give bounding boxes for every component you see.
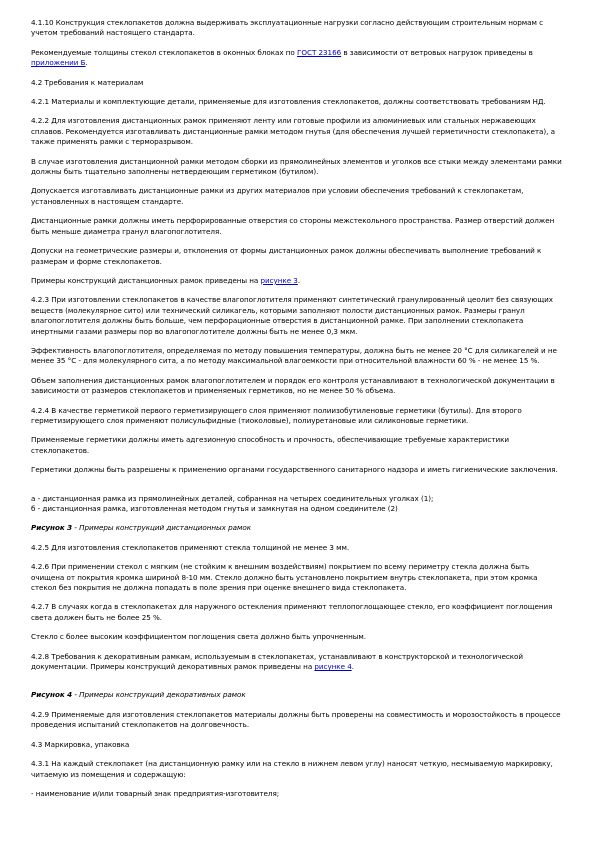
paragraph-4-2-4: 4.2.4 В качестве герметикой первого герметизирующего слоя применяют полиизобутиленовые герметики (бутилы). Для второго герметизирующего слоя применяют полисульфидные (тиоколовые), полиуретановые или силиконовые герметики. — [31, 405, 522, 425]
figure-3-caption — [31, 523, 564, 533]
link-gost-23166[interactable]: ГОСТ 23166 — [297, 47, 342, 57]
paragraph-sealant-approval: Герметики должны быть разрешены к применению органами государственного санитарного надзора и иметь гигиенические заключения. — [31, 465, 558, 475]
paragraph-sealant-adhesion: Применяемые герметики должны иметь адгезионную способность и прочность, обеспечивающие требуемые характеристики стеклопакетов. — [31, 435, 509, 455]
paragraph-4-2-7: 4.2.7 В случаях когда в стеклопакетах для наружного остекления применяют теплопоглощающее стекло, его коэффициент поглощения света должен быть не более 25 %. — [31, 602, 553, 622]
list-item-manufacturer-mark: - наименование и/или товарный знак предприятия-изготовителя; — [31, 788, 280, 798]
paragraph-frame-assembly: В случае изготовления дистанционной рамки методом сборки из прямолинейных элементов и уголков все стыки между элементами рамки должны быть тщательно заполнены нетвердеющим герметиком (бутилом). — [31, 156, 562, 177]
paragraph-4-2-1: 4.2.1 Материалы и комплектующие детали, применяемые для изготовления стеклопакетов, должны соответствовать требованиям НД. — [31, 97, 546, 107]
paragraph-4-3-1: 4.3.1 На каждый стеклопакет (на дистанционную рамку или на стекло в нижнем левом углу) наносят четкую, несмываемую маркировку, читаемую из помещения и содержащую: — [31, 759, 553, 779]
paragraph-4-2-9: 4.2.9 Применяемые для изготовления стеклопакетов материалы должны быть проверены на совместимость и морозостойкость в процессе проведения испытаний стеклопакетов на долговечность. — [31, 709, 561, 730]
paragraph-text: . — [85, 58, 88, 68]
paragraph-other-materials: Допускается изготавливать дистанционные рамки из других материалов при условии обеспечения требований к стеклопакетам, установленных в настоящем стандарте. — [31, 186, 524, 206]
paragraph-4-2-8 — [31, 652, 564, 673]
paragraph-4-2-5: 4.2.5 Для изготовления стеклопакетов применяют стекла толщиной не менее 3 мм. — [31, 542, 350, 552]
paragraph-4-2-6: 4.2.6 При применении стекол с мягким (не стойким к внешним воздействиям) покрытием по всему периметру стекла должна быть очищена от покрытия кромка шириной 8-10 мм. Стекло должно быть установлено покрытием внутрь стеклопакета, при этом кромка стекол без покрытия не должна попадать в поле зрения при оценке внешнего вида стеклопакета. — [31, 562, 538, 593]
paragraph-text: в зависимости от ветровых нагрузок приведены в — [341, 47, 533, 57]
paragraph-perforation: Дистанционные рамки должны иметь перфорированные отверстия со стороны межстекольного пространства. Размер отверстий должен быть меньше диаметра гранул влагопоглотителя. — [31, 216, 555, 236]
paragraph-text: Примеры конструкций дистанционных рамок приведены на — [31, 275, 261, 285]
paragraph-text: . — [351, 662, 354, 672]
figure-label: Рисунок 3 — [31, 523, 73, 533]
figure-4-caption — [31, 690, 564, 700]
paragraph-glass-thickness — [31, 48, 564, 69]
paragraph-figure-3-ref — [31, 276, 564, 286]
paragraph-tolerances: Допуски на геометрические размеры и, отклонения от формы дистанционных рамок должны обеспечивать выполнение требований к размерам и форме стеклопакетов. — [31, 246, 542, 266]
paragraph-desiccant-volume: Объем заполнения дистанционных рамок влагопоглотителем и порядок его контроля устанавливают в технологической документации в зависимости от размеров стеклопакетов и применяемых герметиков, но не менее 50 % объема. — [31, 375, 555, 396]
document-page — [31, 18, 564, 808]
caption-text: - Примеры конструкций дистанционных рамок — [72, 523, 251, 533]
link-figure-4[interactable]: рисунке 4 — [314, 662, 352, 672]
figure-3-legend-b: б - дистанционная рамка, изготовленная методом гнутья и замкнутая на одном соединителе (2) — [31, 504, 398, 513]
section-heading-4-2: 4.2 Требования к материалам — [31, 77, 144, 87]
section-heading-4-3: 4.3 Маркировка, упаковка — [31, 739, 130, 749]
paragraph-desiccant-efficiency: Эффективность влагопоглотителя, определяемая по методу повышения температуры, должна быть не менее 20 °С для силикагелей и не менее 35 °С - для молекулярного сита, а по методу максимальной влагоемкости при относительной влажности 60 % - не менее 15 %. — [31, 345, 557, 366]
link-figure-3[interactable]: рисунке 3 — [260, 275, 298, 285]
paragraph-4-2-3: 4.2.3 При изготовлении стеклопакетов в качестве влагопоглотителя применяют синтетический гранулированный цеолит без связующих веществ (молекулярное сито) или технический силикагель, которыми заполняют полости дистанционных рамок. Размеры гранул влагопоглотителя должны быть больше, чем перфорационные отверстия в дистанционной рамке. При заполнении стеклопакета инертными газами размеры пор во влагопоглотителе должны быть не менее 0,3 мкм. — [31, 295, 553, 336]
paragraph-4-1-10: 4.1.10 Конструкция стеклопакетов должна выдерживать эксплуатационные нагрузки согласно действующим строительным нормам с учетом требований настоящего стандарта. — [31, 18, 543, 38]
figure-label: Рисунок 4 — [31, 690, 73, 700]
figure-3-legend-a: а - дистанционная рамка из прямолинейных деталей, собранная на четырех соединительных уголках (1); — [31, 493, 434, 503]
paragraph-tempered-glass: Стекло с более высоким коэффициентом поглощения света должно быть упрочненным. — [31, 632, 366, 642]
paragraph-4-2-2: 4.2.2 Для изготовления дистанционных рамок применяют ленту или готовые профили из алюминиевых или стальных нержавеющих сплавов. Рекомендуется изготавливать дистанционные рамки методом гнутья (для обеспечения лучшей герметичности стеклопакета), а также применять рамки с терморазрывом. — [31, 116, 555, 147]
paragraph-text: . — [297, 275, 301, 285]
link-appendix-b[interactable]: приложении Б — [31, 58, 86, 68]
caption-text: - Примеры конструкций декоративных рамок — [72, 690, 246, 700]
paragraph-text: 4.2.8 Требования к декоративным рамкам, используемым в стеклопакетах, устанавливают в конструкторской и технологической документации. Примеры конструкций декоративных рамок приведены на — [31, 651, 524, 672]
paragraph-text: Рекомендуемые толщины стекол стеклопакетов в оконных блоках по — [31, 47, 298, 57]
